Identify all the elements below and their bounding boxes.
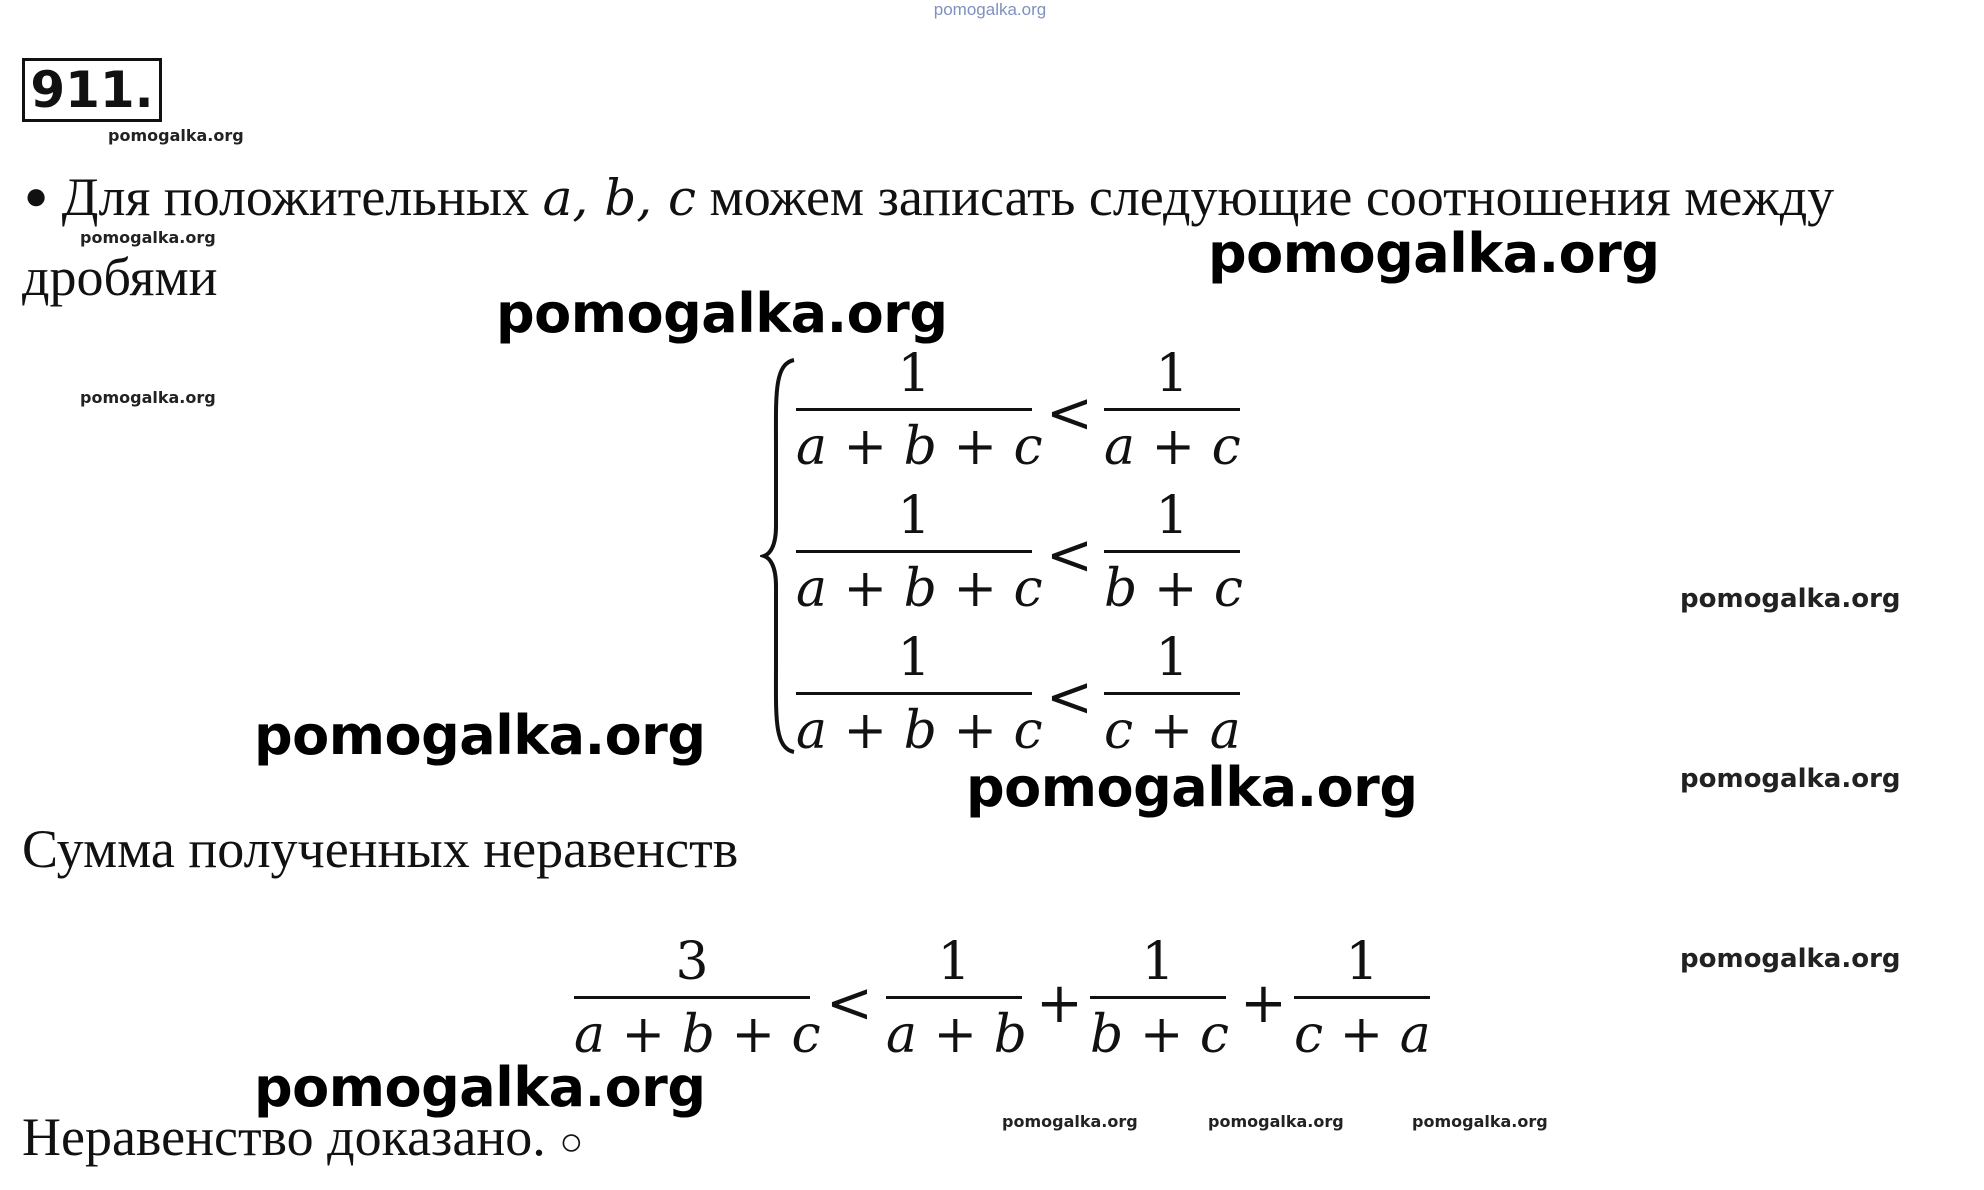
numerator: 1 bbox=[897, 486, 931, 546]
watermark-big: pomogalka.org bbox=[1208, 222, 1660, 285]
watermark-mid: pomogalka.org bbox=[1680, 944, 1901, 974]
numerator: 3 bbox=[675, 932, 709, 992]
left-brace-icon bbox=[760, 356, 800, 756]
watermark-small: pomogalka.org bbox=[1412, 1112, 1548, 1131]
fraction bbox=[796, 628, 1043, 761]
watermark-small: pomogalka.org bbox=[80, 228, 216, 247]
less-than: < bbox=[1046, 381, 1093, 446]
end-mark: ○ bbox=[559, 1119, 584, 1164]
denominator: a + b + c bbox=[796, 701, 1043, 761]
denominator: a + b bbox=[886, 1005, 1027, 1065]
denominator: c + a bbox=[1294, 1005, 1431, 1065]
denominator: a + b + c bbox=[796, 559, 1043, 619]
fraction bbox=[1104, 628, 1241, 761]
fraction bbox=[1104, 486, 1244, 619]
numerator: 1 bbox=[1155, 344, 1189, 404]
watermark-big: pomogalka.org bbox=[966, 756, 1418, 819]
conclusion bbox=[22, 1107, 584, 1167]
problem-number: 911. bbox=[22, 58, 162, 122]
fraction-bar bbox=[1294, 996, 1430, 999]
fraction bbox=[796, 486, 1043, 619]
denominator: c + a bbox=[1104, 701, 1241, 761]
denominator: b + c bbox=[1104, 559, 1244, 619]
intro-line-1 bbox=[24, 167, 1835, 227]
less-than: < bbox=[826, 971, 873, 1036]
intro-after-vars: можем записать следующие соотношения между bbox=[709, 167, 1835, 227]
conclusion-text: Неравенство доказано. bbox=[22, 1107, 546, 1167]
intro-line-2: дробями bbox=[22, 247, 218, 307]
numerator: 1 bbox=[897, 628, 931, 688]
watermark-small: pomogalka.org bbox=[108, 126, 244, 145]
denominator: a + b + c bbox=[796, 417, 1043, 477]
plus: + bbox=[1240, 971, 1287, 1036]
fraction-bar bbox=[1104, 550, 1240, 553]
numerator: 1 bbox=[1141, 932, 1175, 992]
watermark-mid: pomogalka.org bbox=[1680, 584, 1901, 614]
numerator: 1 bbox=[1155, 486, 1189, 546]
fraction bbox=[1104, 344, 1241, 477]
intro-vars: a, b, c bbox=[542, 169, 697, 227]
plus: + bbox=[1036, 971, 1083, 1036]
fraction-bar bbox=[1104, 408, 1240, 411]
fraction bbox=[1294, 932, 1431, 1065]
fraction bbox=[796, 344, 1043, 477]
numerator: 1 bbox=[937, 932, 971, 992]
fraction-bar bbox=[796, 692, 1032, 695]
sum-text: Сумма полученных неравенств bbox=[22, 819, 739, 879]
fraction-bar bbox=[886, 996, 1022, 999]
fraction-bar bbox=[796, 408, 1032, 411]
numerator: 1 bbox=[1345, 932, 1379, 992]
denominator: a + b + c bbox=[574, 1005, 821, 1065]
watermark-small: pomogalka.org bbox=[80, 388, 216, 407]
fraction-bar bbox=[1090, 996, 1226, 999]
numerator: 1 bbox=[1155, 628, 1189, 688]
watermark-big: pomogalka.org bbox=[254, 704, 706, 767]
less-than: < bbox=[1046, 523, 1093, 588]
less-than: < bbox=[1046, 665, 1093, 730]
fraction-bar bbox=[1104, 692, 1240, 695]
fraction bbox=[886, 932, 1027, 1065]
fraction bbox=[574, 932, 821, 1065]
watermark-top: pomogalka.org bbox=[933, 0, 1047, 19]
watermark-small: pomogalka.org bbox=[1208, 1112, 1344, 1131]
bullet: ● bbox=[24, 173, 49, 218]
watermark-big: pomogalka.org bbox=[254, 1056, 706, 1119]
intro-before-vars: Для положительных bbox=[61, 167, 530, 227]
watermark-small: pomogalka.org bbox=[1002, 1112, 1138, 1131]
watermark-mid: pomogalka.org bbox=[1680, 764, 1901, 794]
fraction-bar bbox=[574, 996, 810, 999]
denominator: b + c bbox=[1090, 1005, 1230, 1065]
denominator: a + c bbox=[1104, 417, 1241, 477]
fraction bbox=[1090, 932, 1230, 1065]
fraction-bar bbox=[796, 550, 1032, 553]
numerator: 1 bbox=[897, 344, 931, 404]
watermark-big: pomogalka.org bbox=[496, 282, 948, 345]
